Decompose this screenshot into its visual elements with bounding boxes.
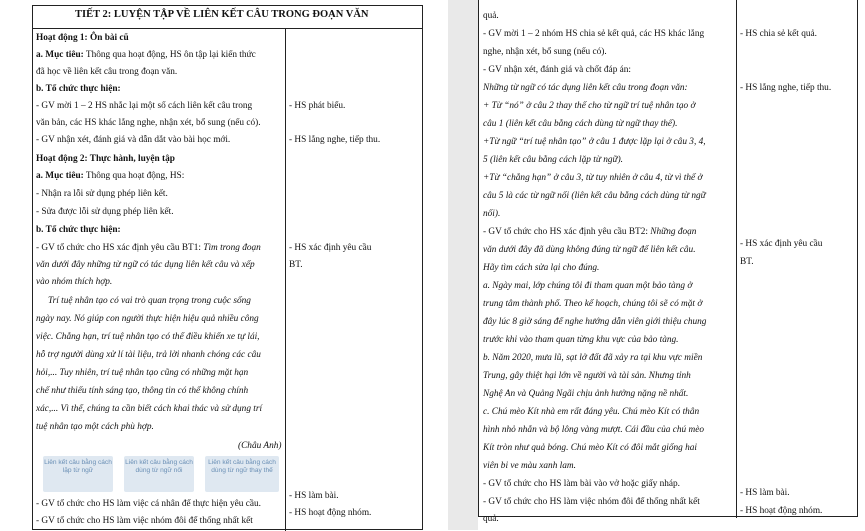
student-response: - HS làm bài. bbox=[289, 491, 339, 501]
exercise-2-prompt bbox=[483, 224, 696, 241]
procedure-line: quả. bbox=[483, 514, 499, 524]
exercise-paragraph-line: a. Ngày mai, lớp chúng tôi đi tham quan một bảo tàng ở bbox=[483, 281, 693, 291]
student-response: - HS lắng nghe, tiếp thu. bbox=[289, 135, 381, 145]
activity-1-heading: Hoạt động 1: Ôn bài cũ bbox=[36, 33, 129, 43]
objective-label: a. Mục tiêu: bbox=[36, 50, 84, 60]
answer-line: Những từ ngữ có tác dụng liên kết câu trong đoạn văn: bbox=[483, 83, 688, 93]
exercise-paragraph-line: Nghệ An và Quảng Ngãi chịu ảnh hưởng nặng nề nhất. bbox=[483, 389, 689, 399]
prompt-line: văn dưới đây những từ ngữ có tác dụng liên kết câu và xếp bbox=[36, 260, 255, 270]
student-response: BT. bbox=[289, 260, 303, 270]
procedure-line: quả. bbox=[483, 11, 499, 21]
passage-line: việc. Chẳng hạn, trí tuệ nhân tạo có thể điều khiển xe tự lái, bbox=[36, 332, 260, 342]
exercise-paragraph-line: Trung, gây thiệt hại lớn về người và tài sản. Nhưng tỉnh bbox=[483, 371, 691, 381]
passage-author: (Châu Anh) bbox=[238, 441, 282, 451]
objective-text-cont: đã học về liên kết câu trong đoạn văn. bbox=[36, 67, 178, 77]
student-response: - HS hoạt động nhóm. bbox=[740, 506, 823, 516]
page-title: TIẾT 2: LUYỆN TẬP VỀ LIÊN KẾT CÂU TRONG ĐOẠN VĂN bbox=[75, 9, 369, 20]
prompt-italic: Tìm trong đoạn bbox=[203, 243, 261, 253]
objective-text: Thông qua hoạt động, HS ôn tập lại kiến thức bbox=[83, 50, 256, 60]
exercise-paragraph-line: trung tâm thành phố. Theo kế hoạch, chúng tôi sẽ có mặt ở bbox=[483, 299, 703, 309]
procedure-line: - GV tổ chức cho HS làm việc cá nhân để thực hiện yêu cầu. bbox=[36, 499, 261, 509]
right-page bbox=[478, 0, 865, 530]
prompt-line: văn dưới đây đã dùng không đúng từ ngữ để liên kết câu. bbox=[483, 245, 696, 255]
objective-text: Thông qua hoạt động, HS: bbox=[83, 171, 185, 181]
procedure-line: - GV mời 1 – 2 nhóm HS chia sẻ kết quả, các HS khác lắng bbox=[483, 29, 705, 39]
answer-line: + Từ “nó” ở câu 2 thay thế cho từ ngữ trí tuệ nhân tạo ở bbox=[483, 101, 696, 111]
student-response: - HS xác định yêu cầu bbox=[289, 243, 372, 253]
passage-line: chế như thiếu tính sáng tạo, thông tin có thể không chính bbox=[36, 386, 249, 396]
passage-line: ngày nay. Nó giúp con người thực hiện hiệu quả nhiều công bbox=[36, 314, 259, 324]
category-box-connectors: Liên kết câu bằng cách dùng từ ngữ nối bbox=[124, 456, 194, 492]
exercise-paragraph-line: Kít tròn như quả bóng. Chú mèo Kít có đôi mắt giống hai bbox=[483, 443, 697, 453]
category-box-repetition: Liên kết câu bằng cách lặp từ ngữ bbox=[43, 456, 113, 492]
procedure-line: văn bản, các HS khác lắng nghe, nhận xét, bổ sung (nếu có). bbox=[36, 118, 261, 128]
category-box-substitution: Liên kết câu bằng cách dùng từ ngữ thay thế bbox=[205, 456, 279, 492]
exercise-paragraph-line: c. Chú mèo Kít nhà em rất đáng yêu. Chú mèo Kít có thân bbox=[483, 407, 700, 417]
procedure-line: nghe, nhận xét, bổ sung (nếu có). bbox=[483, 47, 607, 57]
procedure-line: - GV nhận xét, đánh giá và chốt đáp án: bbox=[483, 65, 632, 75]
passage-line: Trí tuệ nhân tạo có vai trò quan trọng trong cuộc sống bbox=[48, 296, 251, 306]
lesson-table-right bbox=[478, 0, 858, 524]
procedure-line: - GV mời 1 – 2 HS nhắc lại một số cách liên kết câu trong bbox=[36, 101, 253, 111]
prompt-text: - GV tổ chức cho HS xác định yêu cầu BT1: bbox=[36, 243, 204, 253]
procedure-line: - GV tổ chức cho HS làm việc nhóm đôi để thống nhất kết bbox=[483, 497, 700, 507]
objective-item: - Nhận ra lỗi sử dụng phép liên kết. bbox=[36, 189, 168, 199]
procedure-line: - GV nhận xét, đánh giá và dẫn dắt vào bài học mới. bbox=[36, 135, 231, 145]
prompt-italic: Những đoạn bbox=[650, 227, 697, 237]
answer-line: câu 1 (liên kết câu bằng cách dùng từ ngữ thay thế). bbox=[483, 119, 678, 129]
page-gutter bbox=[448, 0, 478, 530]
answer-line: +Từ “chẳng hạn” ở câu 3, từ tuy nhiên ở câu 4, từ vì thế ở bbox=[483, 173, 703, 183]
student-response: - HS lắng nghe, tiếp thu. bbox=[740, 83, 832, 93]
procedure-line: - GV tổ chức cho HS làm việc nhóm đôi để thống nhất kết bbox=[36, 516, 253, 526]
prompt-line: vào nhóm thích hợp. bbox=[36, 277, 113, 287]
student-response: - HS phát biểu. bbox=[289, 101, 346, 111]
student-response: - HS xác định yêu cầu bbox=[740, 239, 823, 249]
prompt-line: Hãy tìm cách sửa lại cho đúng. bbox=[483, 263, 600, 273]
answer-line: câu 5 là các từ ngữ nối (liên kết câu bằng cách dùng từ ngữ bbox=[483, 191, 706, 201]
exercise-paragraph-line: đây lúc 8 giờ sáng để nghe hướng dẫn viên giới thiệu chung bbox=[483, 317, 707, 327]
passage-line: tuệ nhân tạo một cách phù hợp. bbox=[36, 422, 154, 432]
answer-line: 5 (liên kết câu bằng cách lặp từ ngữ). bbox=[483, 155, 624, 165]
answer-line: nối). bbox=[483, 209, 501, 219]
procedure-2-label: b. Tổ chức thực hiện: bbox=[36, 225, 121, 235]
procedure-line: - GV tổ chức cho HS làm bài vào vở hoặc giấy nháp. bbox=[483, 479, 680, 489]
passage-line: hỏi,... Tuy nhiên, trí tuệ nhân tạo cũng có những mặt hạn bbox=[36, 368, 249, 378]
passage-line: hỗ trợ người dùng xử lí tài liệu, trả lời nhanh chóng các câu bbox=[36, 350, 261, 360]
student-response: - HS làm bài. bbox=[740, 488, 790, 498]
objective-label: a. Mục tiêu: bbox=[36, 171, 84, 181]
exercise-paragraph-line: b. Năm 2020, mưa lũ, sạt lở đất đã xảy ra tại khu vực miền bbox=[483, 353, 703, 363]
objective-2 bbox=[36, 168, 184, 185]
activity-2-heading: Hoạt động 2: Thực hành, luyện tập bbox=[36, 154, 175, 164]
student-response: - HS hoạt động nhóm. bbox=[289, 508, 372, 518]
passage-line: xác,... Vì thế, chúng ta cần biết cách khai thác và sử dụng trí bbox=[36, 404, 263, 414]
exercise-paragraph-line: trước khi vào tham quan từng khu vực của bảo tàng. bbox=[483, 335, 679, 345]
exercise-1-prompt bbox=[36, 240, 261, 257]
student-response: BT. bbox=[740, 257, 754, 267]
exercise-paragraph-line: viên bi ve màu xanh lam. bbox=[483, 461, 576, 471]
exercise-paragraph-line: hình nhỏ nhắn và bộ lông vàng mượt. Cái đầu của chú mèo bbox=[483, 425, 704, 435]
objective-1 bbox=[36, 47, 256, 64]
objective-item: - Sửa được lỗi sử dụng phép liên kết. bbox=[36, 207, 174, 217]
prompt-text: - GV tổ chức cho HS xác định yêu cầu BT2: bbox=[483, 227, 651, 237]
student-response: - HS chia sẻ kết quả. bbox=[740, 29, 817, 39]
answer-line: +Từ ngữ “trí tuệ nhân tạo” ở câu 1 được lặp lại ở câu 3, 4, bbox=[483, 137, 706, 147]
procedure-1-label: b. Tổ chức thực hiện: bbox=[36, 84, 121, 94]
lesson-table-left bbox=[32, 5, 423, 530]
